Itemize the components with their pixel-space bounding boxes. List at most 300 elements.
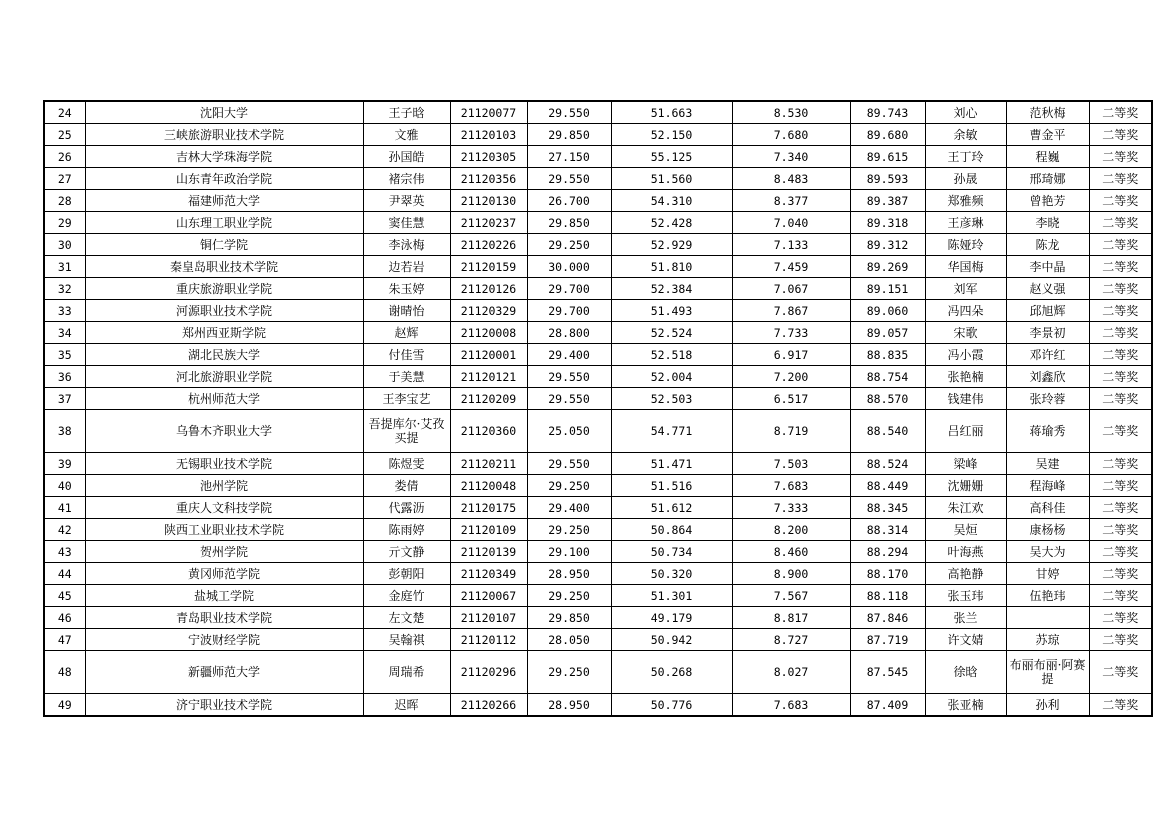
teacher-2-cell: 高科佳 [1006, 497, 1089, 519]
rank-cell: 38 [44, 410, 85, 453]
total-score-cell: 87.409 [850, 694, 925, 717]
rank-cell: 49 [44, 694, 85, 717]
score-3-cell: 8.530 [732, 101, 850, 124]
score-1-cell: 29.400 [527, 497, 611, 519]
teacher-2-cell: 伍艳玮 [1006, 585, 1089, 607]
student-name-cell: 吾提库尔·艾孜买提 [363, 410, 450, 453]
table-row [44, 146, 1152, 168]
table-row [44, 585, 1152, 607]
teacher-1-cell: 张亚楠 [925, 694, 1006, 717]
teacher-1-cell: 高艳静 [925, 563, 1006, 585]
school-cell: 无锡职业技术学院 [85, 453, 363, 475]
teacher-2-cell: 康杨杨 [1006, 519, 1089, 541]
student-id-cell: 21120296 [450, 651, 527, 694]
teacher-1-cell: 孙晟 [925, 168, 1006, 190]
table-row [44, 322, 1152, 344]
student-name-cell: 金庭竹 [363, 585, 450, 607]
teacher-2-cell: 曾艳芳 [1006, 190, 1089, 212]
table-row [44, 366, 1152, 388]
student-name-cell: 付佳雪 [363, 344, 450, 366]
teacher-2-cell: 赵义强 [1006, 278, 1089, 300]
score-3-cell: 8.460 [732, 541, 850, 563]
teacher-1-cell: 吕红丽 [925, 410, 1006, 453]
score-1-cell: 29.250 [527, 585, 611, 607]
teacher-1-cell: 宋歌 [925, 322, 1006, 344]
student-name-cell: 迟晖 [363, 694, 450, 717]
award-cell: 二等奖 [1089, 146, 1152, 168]
score-1-cell: 29.550 [527, 453, 611, 475]
score-3-cell: 7.133 [732, 234, 850, 256]
student-name-cell: 娄倩 [363, 475, 450, 497]
teacher-1-cell: 陈娅玲 [925, 234, 1006, 256]
rank-cell: 41 [44, 497, 85, 519]
table-row [44, 101, 1152, 124]
student-name-cell: 李泳梅 [363, 234, 450, 256]
award-cell: 二等奖 [1089, 366, 1152, 388]
table-row [44, 541, 1152, 563]
student-name-cell: 王李宝艺 [363, 388, 450, 410]
teacher-1-cell: 沈姗姗 [925, 475, 1006, 497]
table-row [44, 410, 1152, 453]
school-cell: 山东青年政治学院 [85, 168, 363, 190]
teacher-1-cell: 张艳楠 [925, 366, 1006, 388]
teacher-1-cell: 叶海燕 [925, 541, 1006, 563]
student-id-cell: 21120103 [450, 124, 527, 146]
table-row [44, 168, 1152, 190]
score-2-cell: 54.771 [611, 410, 732, 453]
total-score-cell: 89.060 [850, 300, 925, 322]
teacher-1-cell: 许文婧 [925, 629, 1006, 651]
student-name-cell: 边若岩 [363, 256, 450, 278]
award-cell: 二等奖 [1089, 563, 1152, 585]
student-id-cell: 21120211 [450, 453, 527, 475]
table-row [44, 453, 1152, 475]
score-3-cell: 8.483 [732, 168, 850, 190]
total-score-cell: 89.151 [850, 278, 925, 300]
award-cell: 二等奖 [1089, 453, 1152, 475]
student-name-cell: 亓文静 [363, 541, 450, 563]
total-score-cell: 89.269 [850, 256, 925, 278]
score-3-cell: 8.719 [732, 410, 850, 453]
student-id-cell: 21120175 [450, 497, 527, 519]
score-2-cell: 50.864 [611, 519, 732, 541]
school-cell: 沈阳大学 [85, 101, 363, 124]
student-id-cell: 21120226 [450, 234, 527, 256]
teacher-2-cell: 甘婷 [1006, 563, 1089, 585]
total-score-cell: 89.743 [850, 101, 925, 124]
teacher-1-cell: 冯小霞 [925, 344, 1006, 366]
student-id-cell: 21120048 [450, 475, 527, 497]
rank-cell: 42 [44, 519, 85, 541]
school-cell: 陕西工业职业技术学院 [85, 519, 363, 541]
score-1-cell: 29.550 [527, 168, 611, 190]
award-cell: 二等奖 [1089, 629, 1152, 651]
school-cell: 郑州西亚斯学院 [85, 322, 363, 344]
student-name-cell: 谢晴怡 [363, 300, 450, 322]
rank-cell: 32 [44, 278, 85, 300]
table-row [44, 629, 1152, 651]
school-cell: 吉林大学珠海学院 [85, 146, 363, 168]
total-score-cell: 88.570 [850, 388, 925, 410]
teacher-2-cell: 李中晶 [1006, 256, 1089, 278]
score-3-cell: 7.680 [732, 124, 850, 146]
school-cell: 济宁职业技术学院 [85, 694, 363, 717]
total-score-cell: 89.387 [850, 190, 925, 212]
score-2-cell: 54.310 [611, 190, 732, 212]
student-id-cell: 21120237 [450, 212, 527, 234]
score-3-cell: 7.040 [732, 212, 850, 234]
total-score-cell: 88.449 [850, 475, 925, 497]
award-cell: 二等奖 [1089, 256, 1152, 278]
teacher-2-cell: 吴建 [1006, 453, 1089, 475]
score-1-cell: 29.550 [527, 366, 611, 388]
award-cell: 二等奖 [1089, 651, 1152, 694]
teacher-2-cell: 孙利 [1006, 694, 1089, 717]
score-2-cell: 52.150 [611, 124, 732, 146]
student-id-cell: 21120266 [450, 694, 527, 717]
score-3-cell: 7.200 [732, 366, 850, 388]
school-cell: 池州学院 [85, 475, 363, 497]
teacher-2-cell: 邢琦娜 [1006, 168, 1089, 190]
student-id-cell: 21120329 [450, 300, 527, 322]
student-name-cell: 周瑞希 [363, 651, 450, 694]
student-id-cell: 21120121 [450, 366, 527, 388]
score-1-cell: 28.800 [527, 322, 611, 344]
teacher-1-cell: 冯四朵 [925, 300, 1006, 322]
table-row [44, 388, 1152, 410]
score-3-cell: 7.867 [732, 300, 850, 322]
score-2-cell: 52.518 [611, 344, 732, 366]
score-3-cell: 7.333 [732, 497, 850, 519]
table-row [44, 190, 1152, 212]
teacher-2-cell: 曹金平 [1006, 124, 1089, 146]
teacher-1-cell: 华国梅 [925, 256, 1006, 278]
award-cell: 二等奖 [1089, 585, 1152, 607]
rank-cell: 43 [44, 541, 85, 563]
total-score-cell: 88.170 [850, 563, 925, 585]
total-score-cell: 89.615 [850, 146, 925, 168]
student-id-cell: 21120077 [450, 101, 527, 124]
table-row [44, 563, 1152, 585]
score-3-cell: 6.917 [732, 344, 850, 366]
score-3-cell: 8.817 [732, 607, 850, 629]
score-3-cell: 8.377 [732, 190, 850, 212]
score-2-cell: 50.776 [611, 694, 732, 717]
score-3-cell: 7.567 [732, 585, 850, 607]
table-row [44, 607, 1152, 629]
score-2-cell: 50.320 [611, 563, 732, 585]
table-row [44, 519, 1152, 541]
table-body [44, 101, 1152, 716]
school-cell: 贺州学院 [85, 541, 363, 563]
school-cell: 福建师范大学 [85, 190, 363, 212]
score-1-cell: 29.700 [527, 278, 611, 300]
award-cell: 二等奖 [1089, 344, 1152, 366]
award-cell: 二等奖 [1089, 519, 1152, 541]
student-name-cell: 陈煜雯 [363, 453, 450, 475]
score-3-cell: 8.900 [732, 563, 850, 585]
score-1-cell: 29.250 [527, 234, 611, 256]
score-3-cell: 8.027 [732, 651, 850, 694]
score-1-cell: 29.550 [527, 388, 611, 410]
student-id-cell: 21120008 [450, 322, 527, 344]
student-id-cell: 21120126 [450, 278, 527, 300]
rank-cell: 46 [44, 607, 85, 629]
award-cell: 二等奖 [1089, 168, 1152, 190]
student-id-cell: 21120001 [450, 344, 527, 366]
teacher-2-cell: 程巍 [1006, 146, 1089, 168]
award-cell: 二等奖 [1089, 410, 1152, 453]
school-cell: 黄冈师范学院 [85, 563, 363, 585]
score-3-cell: 7.503 [732, 453, 850, 475]
rank-cell: 31 [44, 256, 85, 278]
table-row [44, 124, 1152, 146]
student-id-cell: 21120109 [450, 519, 527, 541]
score-2-cell: 52.503 [611, 388, 732, 410]
score-2-cell: 51.516 [611, 475, 732, 497]
score-1-cell: 28.050 [527, 629, 611, 651]
table-row [44, 651, 1152, 694]
rank-cell: 35 [44, 344, 85, 366]
score-1-cell: 29.250 [527, 651, 611, 694]
results-table [43, 100, 1153, 717]
score-3-cell: 7.683 [732, 694, 850, 717]
total-score-cell: 88.314 [850, 519, 925, 541]
school-cell: 杭州师范大学 [85, 388, 363, 410]
award-cell: 二等奖 [1089, 541, 1152, 563]
rank-cell: 47 [44, 629, 85, 651]
table-row [44, 475, 1152, 497]
score-2-cell: 49.179 [611, 607, 732, 629]
table-row [44, 694, 1152, 717]
school-cell: 重庆旅游职业学院 [85, 278, 363, 300]
rank-cell: 45 [44, 585, 85, 607]
score-1-cell: 29.850 [527, 607, 611, 629]
teacher-2-cell: 布丽布丽·阿赛提 [1006, 651, 1089, 694]
student-name-cell: 陈雨婷 [363, 519, 450, 541]
total-score-cell: 88.118 [850, 585, 925, 607]
teacher-1-cell: 刘心 [925, 101, 1006, 124]
student-id-cell: 21120349 [450, 563, 527, 585]
score-2-cell: 52.929 [611, 234, 732, 256]
teacher-2-cell: 邓许红 [1006, 344, 1089, 366]
student-name-cell: 孙国皓 [363, 146, 450, 168]
rank-cell: 24 [44, 101, 85, 124]
award-cell: 二等奖 [1089, 497, 1152, 519]
student-id-cell: 21120360 [450, 410, 527, 453]
score-2-cell: 51.663 [611, 101, 732, 124]
score-1-cell: 28.950 [527, 563, 611, 585]
teacher-1-cell: 刘军 [925, 278, 1006, 300]
school-cell: 青岛职业技术学院 [85, 607, 363, 629]
rank-cell: 30 [44, 234, 85, 256]
total-score-cell: 88.345 [850, 497, 925, 519]
student-id-cell: 21120209 [450, 388, 527, 410]
teacher-1-cell: 王丁玲 [925, 146, 1006, 168]
student-id-cell: 21120067 [450, 585, 527, 607]
score-2-cell: 51.301 [611, 585, 732, 607]
teacher-2-cell: 蒋瑜秀 [1006, 410, 1089, 453]
award-cell: 二等奖 [1089, 234, 1152, 256]
rank-cell: 27 [44, 168, 85, 190]
score-1-cell: 29.250 [527, 475, 611, 497]
rank-cell: 33 [44, 300, 85, 322]
score-3-cell: 7.340 [732, 146, 850, 168]
student-id-cell: 21120305 [450, 146, 527, 168]
rank-cell: 28 [44, 190, 85, 212]
score-2-cell: 50.942 [611, 629, 732, 651]
score-2-cell: 52.428 [611, 212, 732, 234]
rank-cell: 26 [44, 146, 85, 168]
award-cell: 二等奖 [1089, 300, 1152, 322]
score-3-cell: 6.517 [732, 388, 850, 410]
score-2-cell: 51.471 [611, 453, 732, 475]
table-row [44, 212, 1152, 234]
score-1-cell: 27.150 [527, 146, 611, 168]
total-score-cell: 88.754 [850, 366, 925, 388]
teacher-2-cell: 程海峰 [1006, 475, 1089, 497]
teacher-1-cell: 张玉玮 [925, 585, 1006, 607]
score-3-cell: 8.727 [732, 629, 850, 651]
student-id-cell: 21120356 [450, 168, 527, 190]
score-2-cell: 51.612 [611, 497, 732, 519]
score-2-cell: 55.125 [611, 146, 732, 168]
teacher-1-cell: 徐晗 [925, 651, 1006, 694]
student-id-cell: 21120107 [450, 607, 527, 629]
school-cell: 秦皇岛职业技术学院 [85, 256, 363, 278]
student-name-cell: 彭朝阳 [363, 563, 450, 585]
student-name-cell: 褚宗伟 [363, 168, 450, 190]
school-cell: 河北旅游职业学院 [85, 366, 363, 388]
award-cell: 二等奖 [1089, 278, 1152, 300]
rank-cell: 34 [44, 322, 85, 344]
score-1-cell: 29.850 [527, 124, 611, 146]
score-1-cell: 29.400 [527, 344, 611, 366]
score-2-cell: 52.004 [611, 366, 732, 388]
rank-cell: 44 [44, 563, 85, 585]
teacher-2-cell: 陈龙 [1006, 234, 1089, 256]
rank-cell: 36 [44, 366, 85, 388]
score-1-cell: 25.050 [527, 410, 611, 453]
award-cell: 二等奖 [1089, 475, 1152, 497]
student-name-cell: 吴翰祺 [363, 629, 450, 651]
award-cell: 二等奖 [1089, 322, 1152, 344]
score-1-cell: 29.850 [527, 212, 611, 234]
student-id-cell: 21120112 [450, 629, 527, 651]
award-cell: 二等奖 [1089, 101, 1152, 124]
score-3-cell: 7.733 [732, 322, 850, 344]
teacher-2-cell: 范秋梅 [1006, 101, 1089, 124]
teacher-1-cell: 郑雅频 [925, 190, 1006, 212]
teacher-1-cell: 余敏 [925, 124, 1006, 146]
table-row [44, 300, 1152, 322]
school-cell: 山东理工职业学院 [85, 212, 363, 234]
student-id-cell: 21120159 [450, 256, 527, 278]
school-cell: 新疆师范大学 [85, 651, 363, 694]
total-score-cell: 88.294 [850, 541, 925, 563]
school-cell: 盐城工学院 [85, 585, 363, 607]
student-name-cell: 左文楚 [363, 607, 450, 629]
school-cell: 湖北民族大学 [85, 344, 363, 366]
table-row [44, 256, 1152, 278]
score-2-cell: 51.810 [611, 256, 732, 278]
award-cell: 二等奖 [1089, 190, 1152, 212]
school-cell: 宁波财经学院 [85, 629, 363, 651]
teacher-2-cell [1006, 607, 1089, 629]
table-row [44, 497, 1152, 519]
score-1-cell: 29.100 [527, 541, 611, 563]
student-name-cell: 王子晗 [363, 101, 450, 124]
total-score-cell: 89.057 [850, 322, 925, 344]
score-1-cell: 29.550 [527, 101, 611, 124]
teacher-2-cell: 李晓 [1006, 212, 1089, 234]
student-name-cell: 窦佳慧 [363, 212, 450, 234]
score-1-cell: 28.950 [527, 694, 611, 717]
total-score-cell: 88.835 [850, 344, 925, 366]
score-2-cell: 50.268 [611, 651, 732, 694]
teacher-1-cell: 王彦琳 [925, 212, 1006, 234]
teacher-2-cell: 张玲蓉 [1006, 388, 1089, 410]
teacher-1-cell: 朱江欢 [925, 497, 1006, 519]
award-cell: 二等奖 [1089, 694, 1152, 717]
score-3-cell: 8.200 [732, 519, 850, 541]
school-cell: 河源职业技术学院 [85, 300, 363, 322]
teacher-2-cell: 吴大为 [1006, 541, 1089, 563]
student-name-cell: 于美慧 [363, 366, 450, 388]
teacher-1-cell: 吴烜 [925, 519, 1006, 541]
total-score-cell: 88.540 [850, 410, 925, 453]
total-score-cell: 89.593 [850, 168, 925, 190]
total-score-cell: 87.719 [850, 629, 925, 651]
school-cell: 铜仁学院 [85, 234, 363, 256]
rank-cell: 29 [44, 212, 85, 234]
table-row [44, 278, 1152, 300]
student-name-cell: 朱玉婷 [363, 278, 450, 300]
score-3-cell: 7.459 [732, 256, 850, 278]
award-cell: 二等奖 [1089, 388, 1152, 410]
score-1-cell: 29.700 [527, 300, 611, 322]
score-2-cell: 52.524 [611, 322, 732, 344]
school-cell: 重庆人文科技学院 [85, 497, 363, 519]
total-score-cell: 87.846 [850, 607, 925, 629]
student-id-cell: 21120130 [450, 190, 527, 212]
rank-cell: 37 [44, 388, 85, 410]
student-name-cell: 文雅 [363, 124, 450, 146]
score-1-cell: 29.250 [527, 519, 611, 541]
school-cell: 三峡旅游职业技术学院 [85, 124, 363, 146]
rank-cell: 48 [44, 651, 85, 694]
total-score-cell: 87.545 [850, 651, 925, 694]
student-id-cell: 21120139 [450, 541, 527, 563]
rank-cell: 39 [44, 453, 85, 475]
school-cell: 乌鲁木齐职业大学 [85, 410, 363, 453]
award-cell: 二等奖 [1089, 607, 1152, 629]
score-2-cell: 50.734 [611, 541, 732, 563]
teacher-2-cell: 邱旭辉 [1006, 300, 1089, 322]
student-name-cell: 赵辉 [363, 322, 450, 344]
teacher-1-cell: 张兰 [925, 607, 1006, 629]
total-score-cell: 88.524 [850, 453, 925, 475]
rank-cell: 25 [44, 124, 85, 146]
teacher-2-cell: 李景初 [1006, 322, 1089, 344]
student-name-cell: 代露沥 [363, 497, 450, 519]
score-2-cell: 51.493 [611, 300, 732, 322]
teacher-1-cell: 梁峰 [925, 453, 1006, 475]
score-3-cell: 7.683 [732, 475, 850, 497]
total-score-cell: 89.680 [850, 124, 925, 146]
score-2-cell: 52.384 [611, 278, 732, 300]
award-cell: 二等奖 [1089, 212, 1152, 234]
